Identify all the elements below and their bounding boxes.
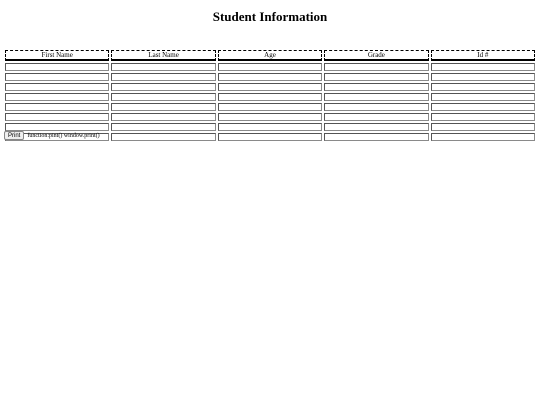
table-cell[interactable] <box>431 93 535 101</box>
table-row <box>5 73 535 81</box>
table-cell[interactable] <box>218 93 322 101</box>
table-cell[interactable] <box>431 103 535 111</box>
table-cell[interactable] <box>324 93 428 101</box>
table-cell[interactable] <box>5 103 109 111</box>
print-button[interactable]: Print <box>4 131 24 140</box>
table-cell[interactable] <box>431 113 535 121</box>
student-table <box>3 48 537 143</box>
table-cell[interactable] <box>431 133 535 141</box>
table-cell[interactable] <box>5 73 109 81</box>
table-body <box>5 63 535 141</box>
table-cell[interactable] <box>431 123 535 131</box>
table-row <box>5 83 535 91</box>
table-cell[interactable] <box>5 113 109 121</box>
table-cell[interactable] <box>431 83 535 91</box>
table-cell[interactable] <box>324 133 428 141</box>
table-cell[interactable] <box>324 83 428 91</box>
table-cell[interactable] <box>324 123 428 131</box>
table-cell[interactable] <box>218 123 322 131</box>
table-cell[interactable] <box>218 133 322 141</box>
header-id: Id # <box>431 50 535 61</box>
table-cell[interactable] <box>111 113 215 121</box>
table-cell[interactable] <box>111 123 215 131</box>
table-cell[interactable] <box>111 93 215 101</box>
table-cell[interactable] <box>111 83 215 91</box>
table-cell[interactable] <box>218 113 322 121</box>
table-row <box>5 113 535 121</box>
table-cell[interactable] <box>324 73 428 81</box>
table-cell[interactable] <box>218 63 322 71</box>
table-cell[interactable] <box>5 83 109 91</box>
table-cell[interactable] <box>218 73 322 81</box>
table-cell[interactable] <box>218 83 322 91</box>
table-cell[interactable] <box>218 103 322 111</box>
header-age: Age <box>218 50 322 61</box>
header-first-name: First Name <box>5 50 109 61</box>
header-grade: Grade <box>324 50 428 61</box>
table-cell[interactable] <box>431 63 535 71</box>
table-row <box>5 93 535 101</box>
print-row <box>4 131 100 140</box>
table-cell[interactable] <box>324 63 428 71</box>
print-code-text: function:pint() window.print() <box>27 132 100 139</box>
table-row <box>5 123 535 131</box>
table-cell[interactable] <box>5 93 109 101</box>
table-cell[interactable] <box>111 63 215 71</box>
table-header-row <box>5 50 535 61</box>
page-title: Student Information <box>212 9 328 24</box>
header-last-name: Last Name <box>111 50 215 61</box>
table-cell[interactable] <box>111 103 215 111</box>
table-cell[interactable] <box>111 73 215 81</box>
table-cell[interactable] <box>324 103 428 111</box>
table-cell[interactable] <box>111 133 215 141</box>
table-cell[interactable] <box>324 113 428 121</box>
table-cell[interactable] <box>5 123 109 131</box>
table-row <box>5 63 535 71</box>
table-cell[interactable] <box>431 73 535 81</box>
table-row <box>5 103 535 111</box>
table-cell[interactable] <box>5 63 109 71</box>
